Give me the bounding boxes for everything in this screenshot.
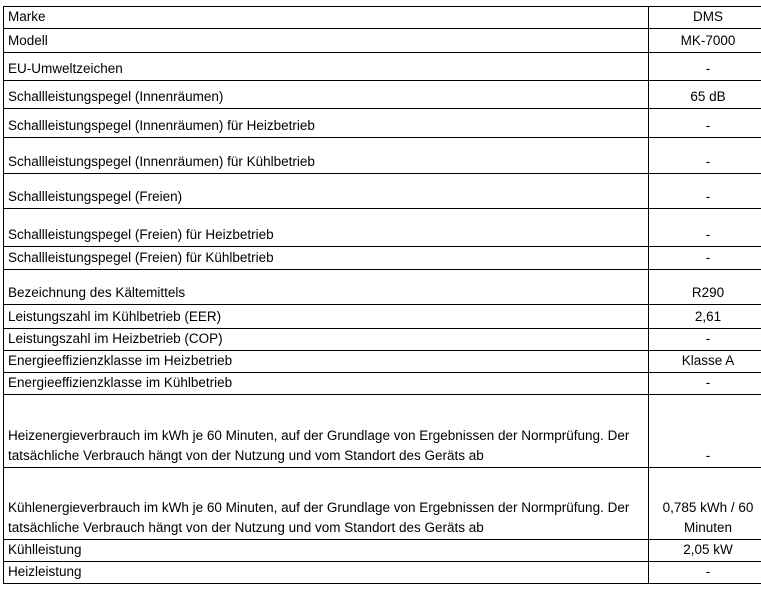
table-row <box>4 174 761 209</box>
row-label-klasse-heiz: Energieeffizienzklasse im Heizbetrieb <box>4 351 649 373</box>
row-value-heizenergie: - <box>649 395 761 468</box>
row-value-schall-innen-kuehl: - <box>649 138 761 174</box>
table-row <box>4 138 761 174</box>
table-row <box>4 468 761 540</box>
row-value-kaeltemittel: R290 <box>649 270 761 305</box>
table-row <box>4 373 761 395</box>
row-value-schall-frei-kuehl: - <box>649 247 761 270</box>
table-row <box>4 29 761 53</box>
row-label-schall-innen: Schallleistungspegel (Innenräumen) <box>4 81 649 109</box>
row-label-eer: Leistungszahl im Kühlbetrieb (EER) <box>4 305 649 329</box>
row-value-marke: DMS <box>649 7 761 29</box>
row-label-kuehlenergie: Kühlenergieverbrauch im kWh je 60 Minuten, auf der Grundlage von Ergebnissen der Normprüfung. Der tatsächliche Verbrauch hängt von der Nutzung und vom Standort des Geräts ab <box>4 468 649 540</box>
table-row <box>4 395 761 468</box>
row-label-umweltzeichen: EU-Umweltzeichen <box>4 53 649 81</box>
row-value-eer: 2,61 <box>649 305 761 329</box>
table-row <box>4 247 761 270</box>
row-value-cop: - <box>649 329 761 351</box>
table-row <box>4 562 761 584</box>
row-value-schall-frei-heiz: - <box>649 209 761 247</box>
row-label-heizenergie: Heizenergieverbrauch im kWh je 60 Minuten, auf der Grundlage von Ergebnissen der Normprüfung. Der tatsächliche Verbrauch hängt von der Nutzung und vom Standort des Geräts ab <box>4 395 649 468</box>
row-label-kuehlleistung: Kühlleistung <box>4 540 649 562</box>
row-value-umweltzeichen: - <box>649 53 761 81</box>
table-row <box>4 270 761 305</box>
row-value-schall-innen: 65 dB <box>649 81 761 109</box>
row-label-cop: Leistungszahl im Heizbetrieb (COP) <box>4 329 649 351</box>
row-value-kuehlenergie: 0,785 kWh / 60 Minuten <box>649 468 761 540</box>
table-row <box>4 81 761 109</box>
row-label-schall-innen-kuehl: Schallleistungspegel (Innenräumen) für Kühlbetrieb <box>4 138 649 174</box>
row-value-schall-innen-heiz: - <box>649 109 761 138</box>
row-label-schall-innen-heiz: Schallleistungspegel (Innenräumen) für Heizbetrieb <box>4 109 649 138</box>
row-value-schall-frei: - <box>649 174 761 209</box>
table-row <box>4 540 761 562</box>
row-label-heizleistung: Heizleistung <box>4 562 649 584</box>
table-row <box>4 329 761 351</box>
row-value-heizleistung: - <box>649 562 761 584</box>
table-row <box>4 109 761 138</box>
table-row <box>4 209 761 247</box>
row-label-kaeltemittel: Bezeichnung des Kältemittels <box>4 270 649 305</box>
row-label-schall-frei-kuehl: Schallleistungspegel (Freien) für Kühlbetrieb <box>4 247 649 270</box>
row-label-modell: Modell <box>4 29 649 53</box>
table-row <box>4 351 761 373</box>
spec-table <box>3 6 761 584</box>
row-label-schall-frei-heiz: Schallleistungspegel (Freien) für Heizbetrieb <box>4 209 649 247</box>
row-value-modell: MK-7000 <box>649 29 761 53</box>
row-label-schall-frei: Schallleistungspegel (Freien) <box>4 174 649 209</box>
table-row <box>4 305 761 329</box>
row-label-marke: Marke <box>4 7 649 29</box>
table-row <box>4 7 761 29</box>
row-value-klasse-heiz: Klasse A <box>649 351 761 373</box>
table-row <box>4 53 761 81</box>
row-value-klasse-kuehl: - <box>649 373 761 395</box>
row-label-klasse-kuehl: Energieeffizienzklasse im Kühlbetrieb <box>4 373 649 395</box>
row-value-kuehlleistung: 2,05 kW <box>649 540 761 562</box>
